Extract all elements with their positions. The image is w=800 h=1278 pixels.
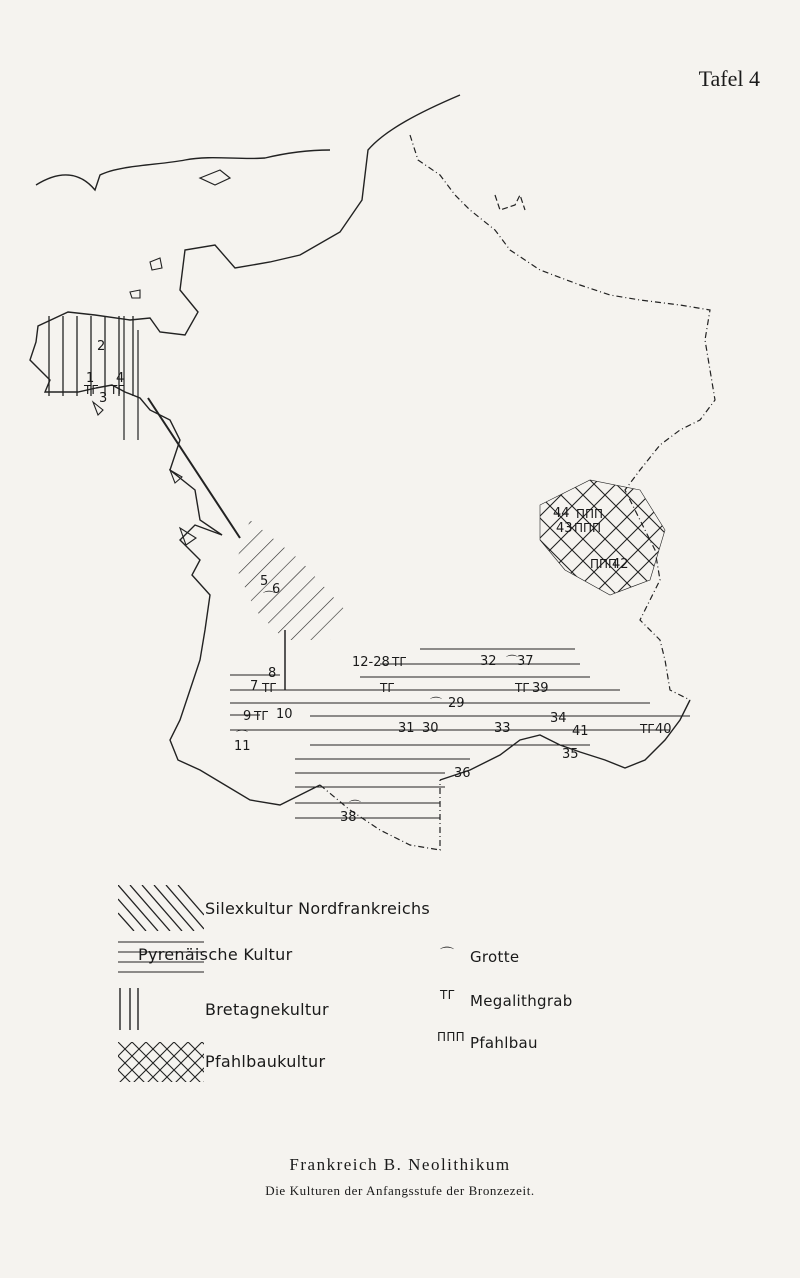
grotte-icon: ⌒: [236, 729, 249, 743]
page-label: Tafel 4: [698, 66, 760, 91]
site-labels: [86, 339, 672, 825]
site-12-28: 12-28: [352, 655, 390, 670]
legend-pfahlbau: Pfahlbau: [470, 1034, 538, 1052]
island: [130, 290, 140, 298]
grotte-icon: ⌒: [506, 654, 519, 668]
legend-grotte-symbol: ⌒: [440, 947, 455, 963]
megalith-icon: ΤΓ: [262, 681, 277, 695]
legend-swatch-bretagne-lines: [118, 988, 140, 1030]
border-east: [410, 135, 715, 700]
legend-pfahlbau-kultur: Pfahlbaukultur: [205, 1052, 326, 1071]
legend-megalith-symbol: ΤΓ: [440, 988, 455, 1002]
legend-bretagne: Bretagnekultur: [205, 1000, 329, 1019]
megalith-icon: ΤΓ: [515, 681, 530, 695]
site-11: 11: [234, 739, 251, 754]
caption-subtitle: Die Kulturen der Anfangsstufe der Bronzezeit.: [265, 1183, 535, 1198]
pfahlbau-icon: ΠΠΠ: [576, 507, 604, 521]
site-37: 37: [517, 654, 534, 669]
site-30: 30: [422, 721, 439, 736]
legend-pyrenaeen: Pyrenäische Kultur: [138, 945, 293, 964]
legend-megalith: Megalithgrab: [470, 992, 573, 1010]
site-7: 7: [250, 679, 259, 694]
site-10: 10: [276, 707, 293, 722]
grotte-icon: ⌒: [349, 799, 362, 813]
legend-silex: Silexkultur Nordfrankreichs: [205, 899, 431, 918]
megalith-icon: ΤΓ: [640, 722, 655, 736]
grotte-icon: ⌒: [430, 696, 443, 710]
site-9: 9: [243, 709, 252, 724]
site-38: 38: [340, 810, 357, 825]
legend-grotte: Grotte: [470, 948, 520, 966]
legend-swatch-silex: [118, 885, 204, 931]
site-29: 29: [448, 696, 465, 711]
site-2: 2: [97, 339, 106, 354]
site-41: 41: [572, 724, 589, 739]
site-33: 33: [494, 721, 511, 736]
caption-title: Frankreich B. Neolithikum: [289, 1155, 511, 1174]
site-44: 44: [553, 506, 570, 521]
megalith-icon: ΤΓ: [110, 383, 125, 397]
legend-swatch-pfahlbau-kultur: [118, 1042, 204, 1082]
site-31: 31: [398, 721, 415, 736]
pfahlbau-icon: ΠΠΠ: [574, 521, 602, 535]
border-belgium: [495, 195, 525, 210]
site-32: 32: [480, 654, 497, 669]
site-34: 34: [550, 711, 567, 726]
site-36: 36: [454, 766, 471, 781]
pfahlbau-region: [540, 480, 665, 595]
site-39: 39: [532, 681, 549, 696]
site-6: 6: [272, 582, 281, 597]
site-42: 42: [612, 557, 629, 572]
legend-pfahlbau-symbol: ΠΠΠ: [437, 1030, 465, 1044]
coastline-brittany-south: [96, 385, 222, 535]
pyrenaeen-lines: [230, 649, 690, 818]
site-1: 1: [86, 371, 95, 386]
border-pyrenees: [320, 780, 440, 850]
site-4: 4: [116, 371, 125, 386]
site-35: 35: [562, 747, 579, 762]
site-8: 8: [268, 666, 277, 681]
island: [150, 258, 162, 270]
site-43: 43: [556, 521, 573, 536]
pfahlbau-icon: ΠΠΠ: [590, 557, 618, 571]
site-5: 5: [260, 574, 269, 589]
megalith-icon: ΤΓ: [380, 681, 395, 695]
silex-region: [235, 520, 345, 640]
coastline-north: [36, 150, 330, 190]
site-3: 3: [99, 391, 108, 406]
grotte-icon: ⌒: [263, 590, 276, 604]
megalith-icon: ΤΓ: [84, 383, 99, 397]
site-40: 40: [655, 722, 672, 737]
island: [200, 170, 230, 185]
megalith-icon: ΤΓ: [392, 655, 407, 669]
megalith-icon: ΤΓ: [254, 709, 269, 723]
